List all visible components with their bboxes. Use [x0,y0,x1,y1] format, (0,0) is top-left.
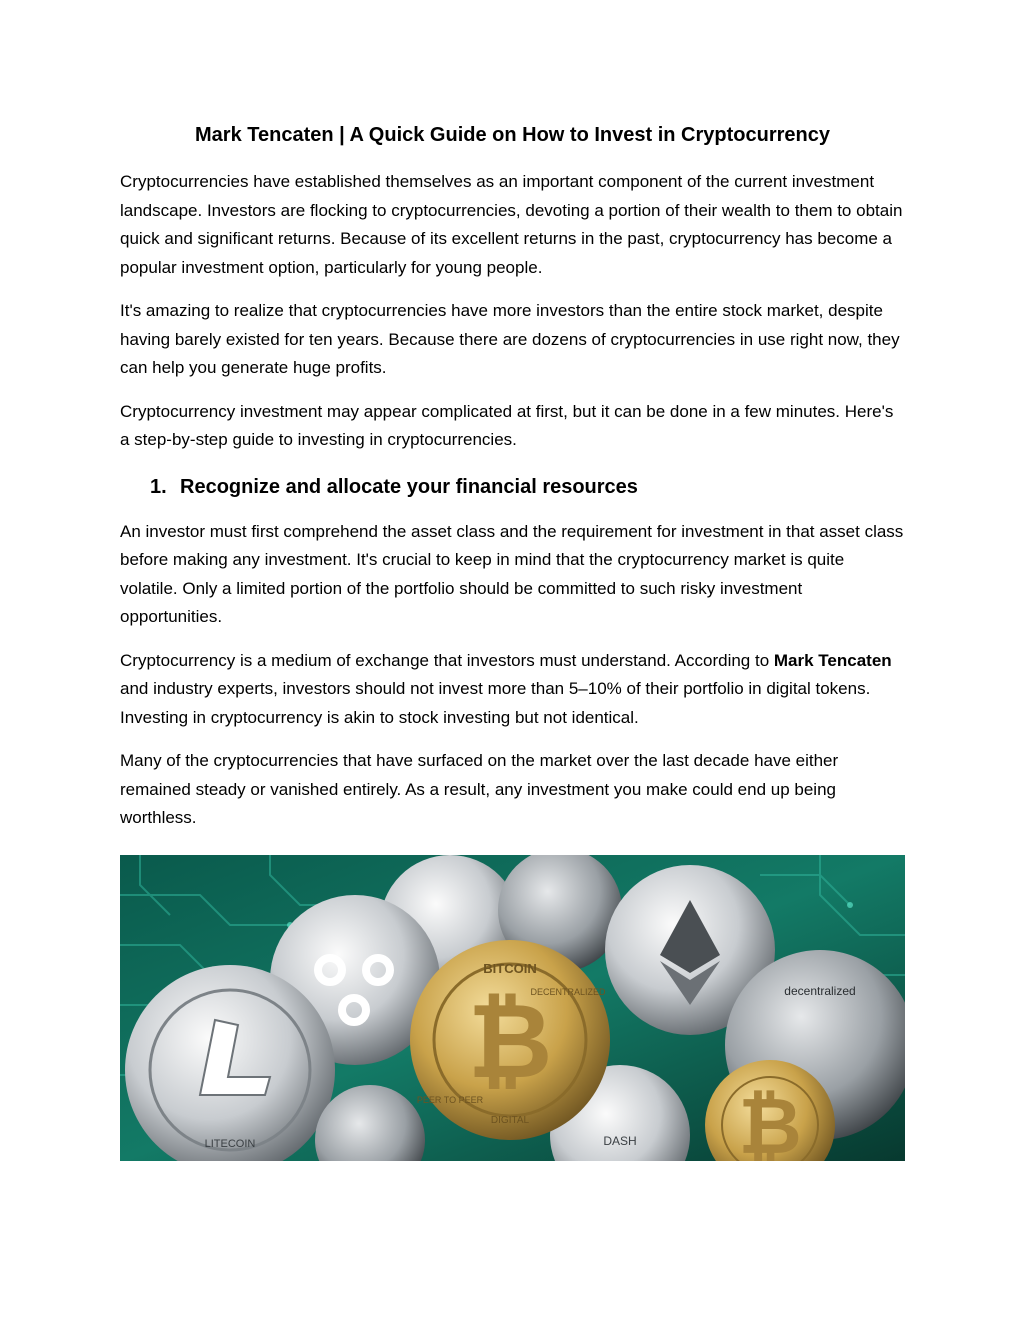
bitcoin-decentralized-label: DECENTRALIZED [530,987,606,997]
document-title: Mark Tencaten | A Quick Guide on How to Invest in Cryptocurrency [195,124,830,146]
bitcoin-symbol-icon: ₿ [467,980,553,1102]
section-1-title: Recognize and allocate your financial resources [180,475,638,498]
para2-text-before: Cryptocurrency is a medium of exchange that investors must understand. According to [120,650,774,670]
section-1-paragraph-2 [120,647,905,733]
litecoin-label: LITECOIN [204,1138,256,1150]
section-1-number: 1. [150,475,167,498]
para2-text-after: and industry experts, investors should not invest more than 5–10% of their portfolio in digital tokens. Investing in cryptocurrency is akin to stock investing but not identical. [120,679,871,727]
dash-label: DASH [603,1134,637,1148]
bitcoin-small-symbol-icon: ₿ [738,1082,802,1161]
intro-paragraph-2: It's amazing to realize that cryptocurrencies have more investors than the entire stock market, despite having barely existed for ten years. Because there are dozens of cryptocurrencies in use right now, they can help you generate huge profits. [120,301,900,377]
author-name-bold: Mark Tencaten [773,650,892,670]
bitcoin-label: BITCOIN [483,961,537,976]
coins-illustration [120,855,905,1161]
section-1-heading [120,473,905,501]
bitcoin-p2p-label: PEER TO PEER [416,1095,484,1105]
bitcoin-digital-label: DIGITAL [490,1115,530,1126]
intro-paragraph-3: Cryptocurrency investment may appear complicated at first, but it can be done in a few minutes. Here's a step-by-step guide to investing in cryptocurrencies. [120,401,894,449]
section-1-paragraph-3: Many of the cryptocurrencies that have surfaced on the market over the last decade have either remained steady or vanished entirely. As a result, any investment you make could end up being worthless. [120,751,839,827]
dash-coin-text: decentralized [784,984,856,998]
section-1-paragraph-1: An investor must first comprehend the asset class and the requirement for investment in that asset class before making any investment. It's crucial to keep in mind that the cryptocurrency market is quite volatile. Only a limited portion of the portfolio should be committed to such risky investment opportunities. [120,521,904,626]
crypto-coins-image [120,855,905,1161]
intro-paragraph-1: Cryptocurrencies have established themselves as an important component of the current investment landscape. Investors are flocking to cryptocurrencies, devoting a portion of their wealth to them to obtain quick and significant returns. Because of its excellent returns in the past, cryptocurrency has become a popular investment option, particularly for young people. [120,172,903,277]
document-page [120,120,905,833]
